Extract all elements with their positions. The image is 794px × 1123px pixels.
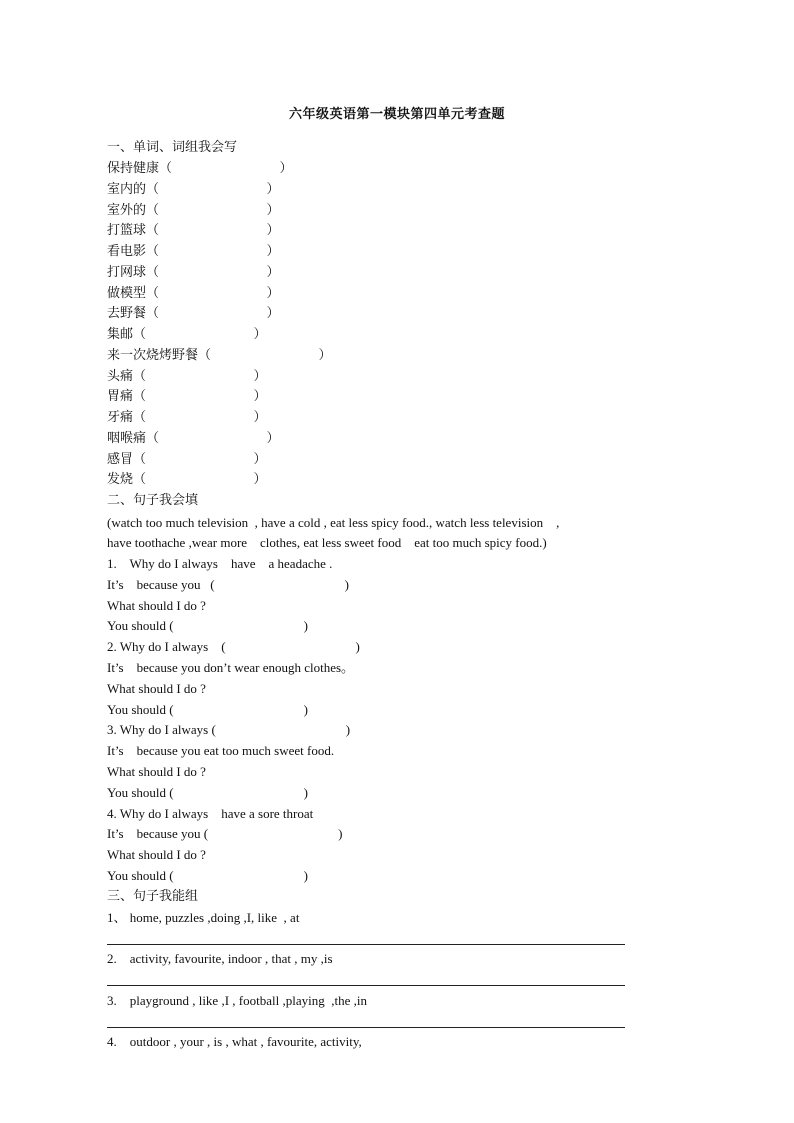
question-line: What should I do ? [107, 764, 206, 779]
answer-line: You should ( ) [107, 868, 308, 883]
vocab-item: 室外的（ ） [107, 203, 280, 218]
section2-heading: 二、句子我会填 [107, 493, 199, 508]
answer-line: It’s because you eat too much sweet food. [107, 743, 335, 758]
question-line: 2. Why do I always ( ) [107, 639, 360, 654]
vocab-item: 集邮（ ） [107, 327, 267, 342]
answer-line: It’s because you ( ) [107, 577, 349, 592]
scrambled-item: 1、 home, puzzles ,doing ,I, like , at [107, 910, 300, 925]
question-line: 1. Why do I always have a headache . [107, 556, 333, 571]
question-line: 3. Why do I always ( ) [107, 722, 351, 737]
vocab-item: 打篮球（ ） [107, 223, 280, 238]
vocab-item: 去野餐（ ） [107, 306, 280, 321]
vocab-item: 来一次烧烤野餐（ ） [107, 348, 332, 363]
vocab-item: 牙痛（ ） [107, 410, 267, 425]
vocab-item: 室内的（ ） [107, 182, 280, 197]
scrambled-item: 2. activity, favourite, indoor , that , my ,is [107, 951, 333, 966]
section1-heading: 一、单词、词组我会写 [107, 140, 238, 155]
section3-heading: 三、句子我能组 [107, 889, 199, 904]
answer-line: It’s because you don’t wear enough clothes。 [107, 660, 355, 675]
word-bank-line: have toothache ,wear more clothes, eat less sweet food eat too much spicy food.) [107, 535, 547, 550]
answer-line: You should ( ) [107, 785, 308, 800]
answer-line: You should ( ) [107, 702, 308, 717]
vocab-item: 咽喉痛（ ） [107, 431, 280, 446]
answer-line: It’s because you ( ) [107, 826, 343, 841]
vocab-item: 看电影（ ） [107, 244, 280, 259]
vocab-item: 保持健康（ ） [107, 161, 293, 176]
vocab-item: 发烧（ ） [107, 472, 267, 487]
vocab-item: 感冒（ ） [107, 452, 267, 467]
answer-rule[interactable] [107, 1027, 625, 1028]
question-line: What should I do ? [107, 847, 206, 862]
vocab-item: 打网球（ ） [107, 265, 280, 280]
vocab-item: 头痛（ ） [107, 369, 267, 384]
scrambled-item: 4. outdoor , your , is , what , favourite, activity, [107, 1034, 362, 1049]
answer-rule[interactable] [107, 944, 625, 945]
word-bank-line: (watch too much television , have a cold , eat less spicy food., watch less television , [107, 515, 560, 530]
answer-line: You should ( ) [107, 618, 308, 633]
answer-rule[interactable] [107, 985, 625, 986]
question-line: 4. Why do I always have a sore throat [107, 806, 314, 821]
question-line: What should I do ? [107, 598, 206, 613]
page-title: 六年级英语第一模块第四单元考查题 [288, 107, 505, 122]
vocab-item: 胃痛（ ） [107, 389, 267, 404]
scrambled-item: 3. playground , like ,I , football ,playing ,the ,in [107, 993, 367, 1008]
question-line: What should I do ? [107, 681, 206, 696]
vocab-item: 做模型（ ） [107, 286, 280, 301]
